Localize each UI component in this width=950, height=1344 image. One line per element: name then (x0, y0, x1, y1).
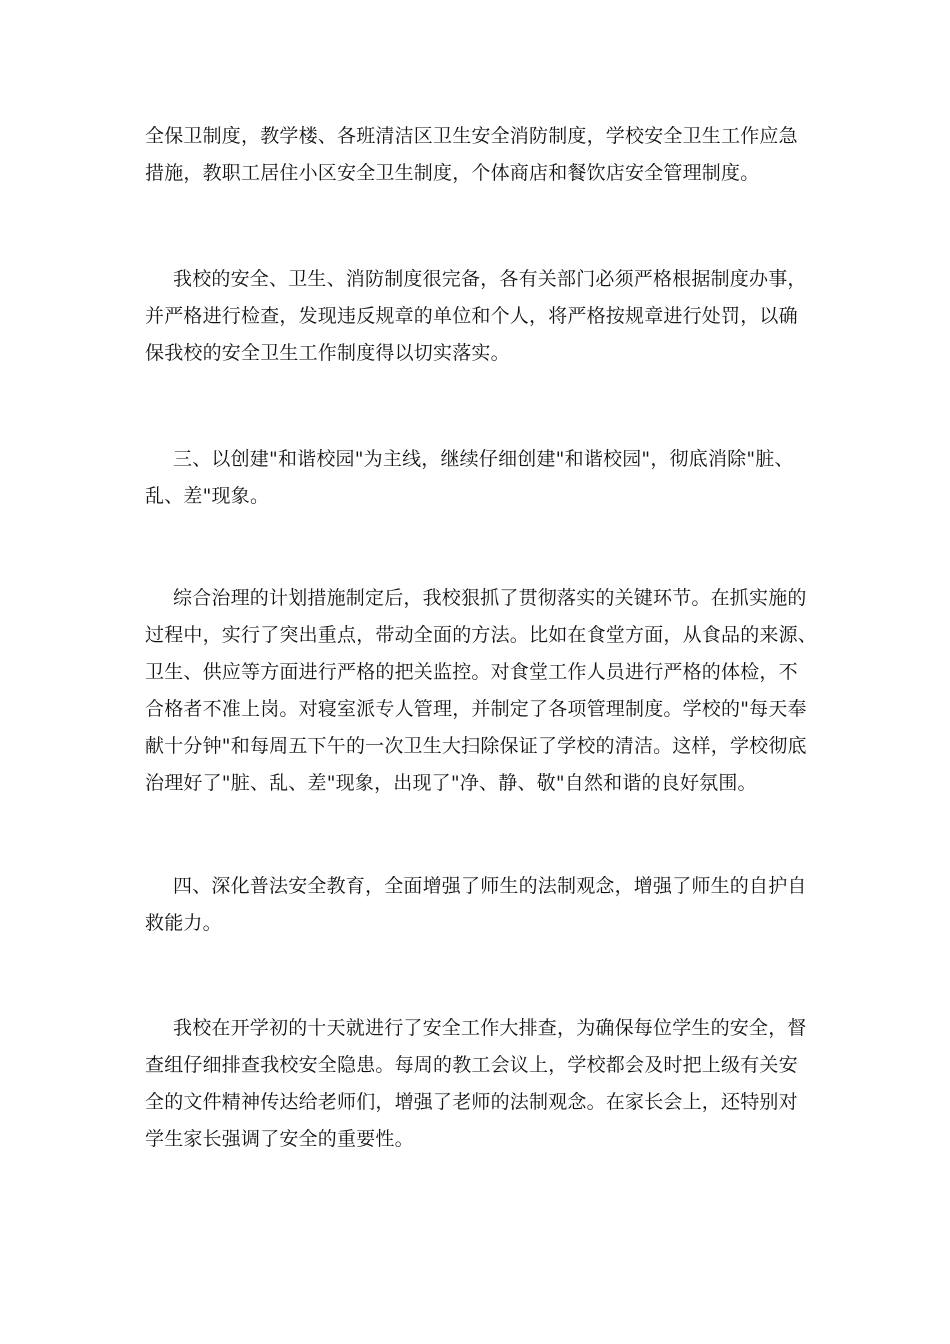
paragraph-implementation (145, 580, 818, 802)
text-line: 我校在开学初的十天就进行了安全工作大排查，为确保每位学生的安全，督 (173, 1017, 807, 1039)
text-line: 过程中，实行了突出重点，带动全面的方法。比如在食堂方面，从食品的来源、 (145, 624, 818, 646)
text-line: 并严格进行检查，发现违反规章的单位和个人，将严格按规章进行处罚，以确 (145, 305, 798, 327)
section-heading-four (145, 868, 810, 942)
text-line: 救能力。 (145, 912, 222, 934)
text-line: 三、以创建"和谐校园"为主线，继续仔细创建"和谐校园"，彻底消除"脏、 (173, 448, 794, 470)
text-line: 合格者不准上岗。对寝室派专人管理，并制定了各项管理制度。学校的"每天奉 (145, 698, 807, 720)
text-line: 查组仔细排查我校安全隐患。每周的教工会议上，学校都会及时把上级有关安 (145, 1054, 798, 1076)
text-line: 乱、差"现象。 (145, 485, 270, 507)
section-heading-three (145, 441, 810, 515)
text-line: 四、深化普法安全教育，全面增强了师生的法制观念，增强了师生的自护自 (173, 875, 807, 897)
text-line: 我校的安全、卫生、消防制度很完备，各有关部门必须严格根据制度办事， (173, 268, 807, 290)
text-line: 献十分钟"和每周五下午的一次卫生大扫除保证了学校的清洁。这样，学校彻底 (145, 735, 807, 757)
text-line: 卫生、供应等方面进行严格的把关监控。对食堂工作人员进行严格的体检，不 (145, 661, 798, 683)
text-line: 学生家长强调了安全的重要性。 (145, 1128, 414, 1150)
text-line: 措施，教职工居住小区安全卫生制度，个体商店和餐饮店安全管理制度。 (145, 162, 760, 184)
paragraph-safety-inspection (145, 1010, 810, 1158)
text-line: 全保卫制度，教学楼、各班清洁区卫生安全消防制度，学校安全卫生工作应急 (145, 125, 798, 147)
paragraph-strict-enforcement (145, 261, 810, 372)
text-line: 全的文件精神传达给老师们，增强了老师的法制观念。在家长会上，还特别对 (145, 1091, 798, 1113)
text-line: 治理好了"脏、乱、差"现象，出现了"净、静、敬"自然和谐的良好氛围。 (145, 772, 757, 794)
text-line: 综合治理的计划措施制定后，我校狠抓了贯彻落实的关键环节。在抓实施的 (173, 587, 807, 609)
text-line: 保我校的安全卫生工作制度得以切实落实。 (145, 342, 510, 364)
paragraph-safety-rules (145, 118, 810, 192)
